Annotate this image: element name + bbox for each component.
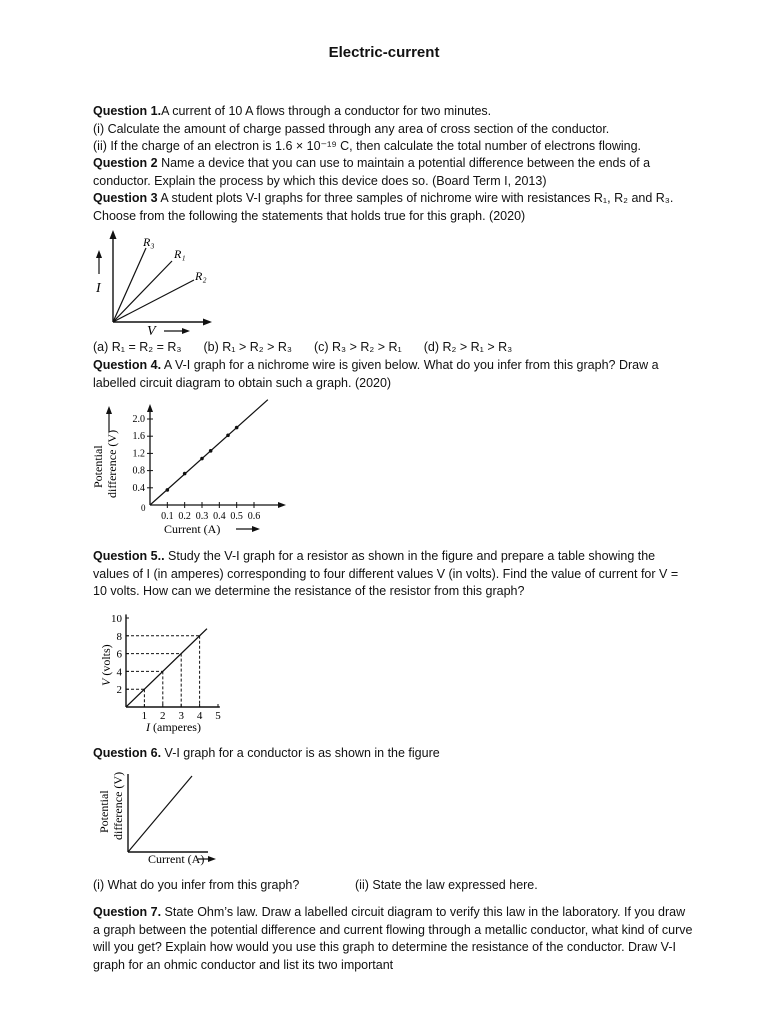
page-title: Electric-current [328, 44, 440, 61]
q3-x-label: V [147, 324, 156, 339]
q6-x-title: Current (A) [148, 852, 205, 866]
q5-y-title: V (volts) [99, 644, 113, 686]
q4-label: Question 4. [93, 358, 162, 372]
q3-y-label: I [96, 281, 101, 296]
q6-part-ii: (ii) State the law expressed here. [355, 878, 538, 892]
q4-y-tick-label: 0.8 [132, 465, 145, 477]
question-2 [93, 155, 693, 190]
q5-text: Study the V-I graph for a resistor as shown in the figure and prepare a table showing the values of I (in amperes) corresponding to four different values V (in volts). Find the value of current for V = 10 volts. How can we determine the resistance of the resistor from this graph? [93, 549, 679, 598]
q4-y-axis-title [91, 430, 119, 498]
q4-y-tick-label: 1.2 [132, 448, 145, 460]
q6-y-title-line1: Potential [97, 790, 111, 833]
q4-x-tick-label: 0.3 [195, 511, 209, 522]
q4-vi-graph [90, 398, 290, 540]
q3-v-arrowhead [182, 328, 190, 334]
q4-text: A V-I graph for a nichrome wire is given below. What do you infer from this graph? Draw a labelled circuit diagram to obtain such a graph. (2020) [93, 358, 659, 390]
q6-parts [93, 878, 538, 892]
q4-data-point [226, 434, 230, 438]
q3-label-r1: R₁ [174, 247, 186, 261]
q4-label-arrowhead [106, 406, 112, 414]
q5-y-tick-label: 10 [111, 613, 122, 625]
q4-y-arrowhead [147, 404, 153, 412]
question-3 [93, 190, 693, 225]
q3-label-r3: R₃ [143, 235, 155, 249]
q4-origin-label: 0 [141, 503, 146, 513]
q4-y-title-line2: difference (V) [105, 429, 119, 498]
q5-series-line [126, 629, 207, 707]
q6-line [128, 776, 192, 852]
question-6 [93, 745, 693, 763]
q4-x-arrowhead [278, 502, 286, 508]
q5-x-title: I (amperes) [146, 720, 201, 734]
q4-data-point [183, 472, 187, 476]
q1-part-ii: (ii) If the charge of an electron is 1.6 × 10⁻¹⁹ C, then calculate the total number of electrons flowing. [93, 139, 642, 153]
q2-label: Question 2 [93, 156, 158, 170]
q5-y-tick-label: 4 [116, 666, 122, 679]
q4-data-point [235, 426, 239, 430]
q4-x-tick-label: 0.4 [213, 511, 226, 522]
q5-x-tick-label: 2 [160, 710, 166, 722]
q4-x-title: Current (A) [164, 522, 221, 536]
q5-x-tick-label: 4 [196, 710, 203, 722]
q4-y-title-line1: Potential [91, 445, 105, 488]
q6-y-title-line2: difference (V) [111, 771, 125, 840]
question-1 [93, 103, 693, 156]
q6-part-i: (i) What do you infer from this graph? [93, 878, 300, 892]
question-5 [93, 548, 693, 601]
q4-y-tick-label: 0.4 [132, 482, 145, 494]
q3-option-b: (b) R₁ > R₂ > R₃ [203, 340, 292, 354]
q1-label: Question 1. [93, 104, 162, 118]
q5-x-tick-label: 1 [141, 710, 148, 722]
q3-y-arrowhead [110, 230, 117, 239]
q4-y-tick-label: 2.0 [132, 414, 145, 425]
q3-x-arrowhead [203, 319, 212, 326]
q5-y-tick-label: 6 [116, 648, 122, 661]
q3-i-arrowhead [96, 250, 102, 258]
q6-text: V-I graph for a conductor is as shown in the figure [161, 746, 440, 760]
q4-data-point [209, 449, 213, 453]
q3-label-r2: R₂ [195, 269, 207, 283]
q5-label: Question 5.. [93, 549, 165, 563]
q5-x-tick-label: 3 [178, 710, 184, 722]
q3-text: A student plots V-I graphs for three samples of nichrome wire with resistances R₁, R₂ and R₃. Choose from the following the statements that holds true for this graph. (2020) [93, 191, 674, 223]
q4-x-tick-label: 0.1 [161, 511, 174, 522]
q6-x-arrowhead [208, 856, 216, 862]
q2-text: Name a device that you can use to maintain a potential difference between the ends of a conductor. Explain the process by which this device does so. (Board Term I, 2013) [93, 156, 651, 188]
q4-x-tick-label: 0.6 [247, 511, 261, 522]
q3-options [93, 340, 534, 354]
q4-x-tick-label: 0.2 [178, 511, 191, 522]
q1-part-i: (i) Calculate the amount of charge passed through any area of cross section of the conductor. [93, 121, 610, 136]
q5-vi-graph [90, 608, 250, 738]
question-7 [93, 904, 693, 974]
q5-y-tick-label: 2 [116, 684, 122, 697]
q6-vi-graph [90, 770, 230, 870]
q3-line-r2 [113, 280, 194, 322]
q4-x-title-arrowhead [252, 526, 260, 532]
q5-x-tick-label: 5 [215, 710, 221, 722]
q4-data-point [166, 488, 170, 492]
q5-y-tick-label: 8 [116, 630, 122, 643]
q6-label: Question 6. [93, 746, 162, 760]
q7-text: State Ohm’s law. Draw a labelled circuit diagram to verify this law in the laboratory. If you draw a graph between the potential difference and current flowing through a metallic conductor, what kind of curve will you get? Explain how would you use this graph to determine the resistance of the conductor. Draw V-I graph for an ohmic conductor and list its two important [93, 905, 693, 972]
q3-line-r3 [113, 248, 146, 322]
question-4 [93, 357, 693, 392]
q4-data-point [200, 457, 204, 461]
q3-option-c: (c) R₃ > R₂ > R₁ [313, 340, 402, 354]
q3-option-d: (d) R₂ > R₁ > R₃ [423, 340, 513, 354]
q4-y-tick-label: 1.6 [132, 431, 145, 443]
q1-text: A current of 10 A flows through a conductor for two minutes. [161, 104, 492, 118]
q3-graph [90, 228, 230, 340]
q3-line-r1 [113, 261, 172, 322]
q7-label: Question 7. [93, 905, 162, 919]
q3-label: Question 3 [93, 191, 158, 205]
q4-x-tick-label: 0.5 [230, 511, 243, 522]
q3-option-a: (a) R₁ = R₂ = R₃ [93, 340, 182, 354]
